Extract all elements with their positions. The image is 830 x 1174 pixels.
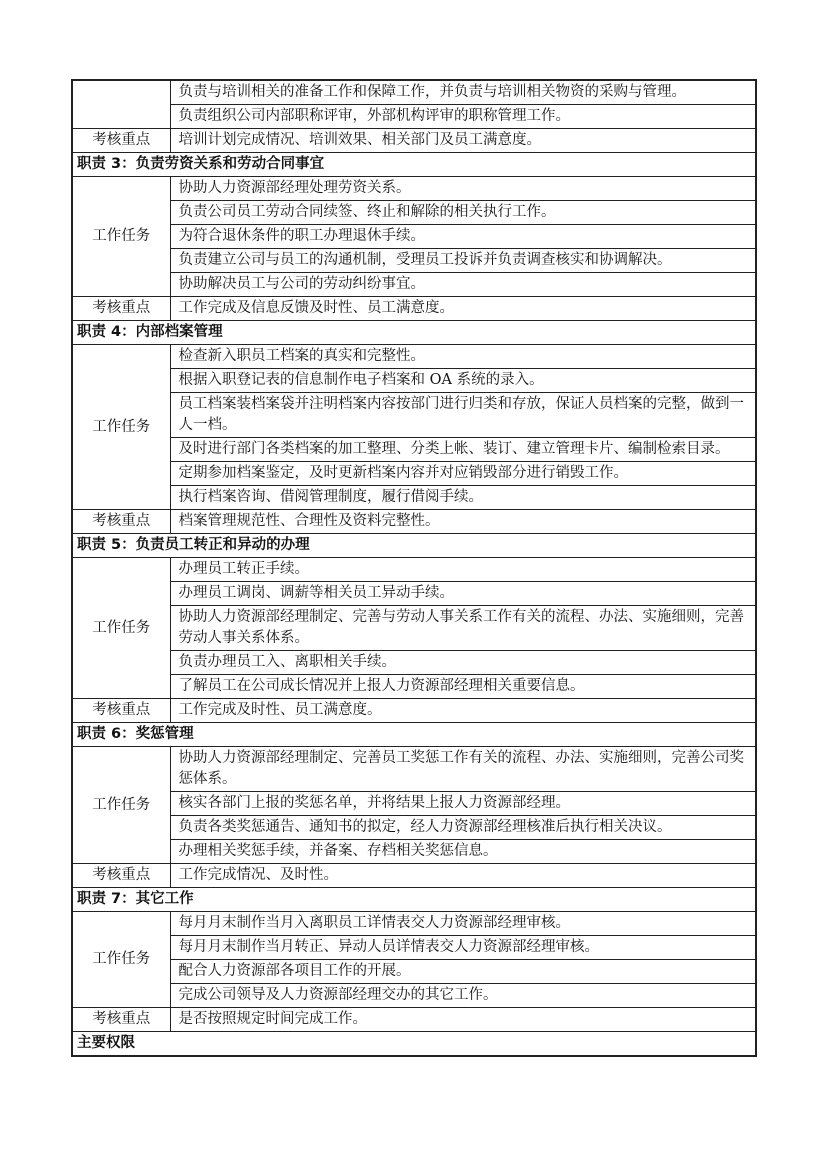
assessment-row xyxy=(72,864,756,888)
task-row xyxy=(72,105,756,129)
section-title: 主要权限 xyxy=(72,1032,756,1057)
task-row xyxy=(72,249,756,273)
task-text: 每月月末制作当月入离职员工详情表交人力资源部经理审核。 xyxy=(170,912,756,936)
task-text: 办理员工调岗、调薪等相关员工异动手续。 xyxy=(170,582,756,606)
task-row xyxy=(72,177,756,201)
task-row xyxy=(72,816,756,840)
task-text: 负责与培训相关的准备工作和保障工作，并负责与培训相关物资的采购与管理。 xyxy=(170,80,756,105)
task-row xyxy=(72,80,756,105)
assessment-label: 考核重点 xyxy=(72,297,170,321)
task-text: 负责建立公司与员工的沟通机制，受理员工投诉并负责调查核实和协调解决。 xyxy=(170,249,756,273)
task-text: 办理员工转正手续。 xyxy=(170,558,756,582)
assessment-text: 工作完成及信息反馈及时性、员工满意度。 xyxy=(170,297,756,321)
assessment-text: 培训计划完成情况、培训效果、相关部门及员工满意度。 xyxy=(170,129,756,153)
assessment-label: 考核重点 xyxy=(72,864,170,888)
section-title: 职责 4：内部档案管理 xyxy=(72,321,756,345)
task-row xyxy=(72,936,756,960)
assessment-row xyxy=(72,510,756,534)
responsibility-table xyxy=(71,79,757,1057)
assessment-label: 考核重点 xyxy=(72,510,170,534)
assessment-label: 考核重点 xyxy=(72,699,170,723)
task-text: 负责各类奖惩通告、通知书的拟定，经人力资源部经理核准后执行相关决议。 xyxy=(170,816,756,840)
task-text: 负责办理员工入、离职相关手续。 xyxy=(170,651,756,675)
task-text: 协助人力资源部经理制定、完善员工奖惩工作有关的流程、办法、实施细则，完善公司奖惩体系。 xyxy=(170,747,756,792)
task-row xyxy=(72,225,756,249)
task-row xyxy=(72,606,756,651)
task-text: 员工档案装档案袋并注明档案内容按部门进行归类和存放，保证人员档案的完整，做到一人一档。 xyxy=(170,393,756,438)
assessment-row xyxy=(72,1008,756,1032)
task-text: 定期参加档案鉴定，及时更新档案内容并对应销毁部分进行销毁工作。 xyxy=(170,462,756,486)
document-page xyxy=(71,79,757,1057)
task-text: 完成公司领导及人力资源部经理交办的其它工作。 xyxy=(170,984,756,1008)
task-text: 配合人力资源部各项目工作的开展。 xyxy=(170,960,756,984)
task-row xyxy=(72,960,756,984)
section-title: 职责 5：负责员工转正和异动的办理 xyxy=(72,534,756,558)
task-label xyxy=(72,80,170,129)
assessment-text: 是否按照规定时间完成工作。 xyxy=(170,1008,756,1032)
assessment-row xyxy=(72,297,756,321)
task-row xyxy=(72,558,756,582)
task-row xyxy=(72,984,756,1008)
task-text: 了解员工在公司成长情况并上报人力资源部经理相关重要信息。 xyxy=(170,675,756,699)
assessment-label: 考核重点 xyxy=(72,1008,170,1032)
task-label: 工作任务 xyxy=(72,177,170,297)
section-title: 职责 3：负责劳资关系和劳动合同事宜 xyxy=(72,153,756,177)
task-text: 核实各部门上报的奖惩名单，并将结果上报人力资源部经理。 xyxy=(170,792,756,816)
task-label: 工作任务 xyxy=(72,747,170,864)
section-header-row xyxy=(72,153,756,177)
section-title: 职责 6：奖惩管理 xyxy=(72,723,756,747)
task-text: 负责公司员工劳动合同续签、终止和解除的相关执行工作。 xyxy=(170,201,756,225)
task-text: 协助解决员工与公司的劳动纠纷事宜。 xyxy=(170,273,756,297)
task-row xyxy=(72,675,756,699)
section-header-row xyxy=(72,723,756,747)
task-row xyxy=(72,792,756,816)
task-row xyxy=(72,651,756,675)
assessment-text: 工作完成情况、及时性。 xyxy=(170,864,756,888)
task-label: 工作任务 xyxy=(72,912,170,1008)
section-header-row xyxy=(72,888,756,912)
task-row xyxy=(72,582,756,606)
assessment-text: 档案管理规范性、合理性及资料完整性。 xyxy=(170,510,756,534)
task-row xyxy=(72,345,756,369)
task-row xyxy=(72,912,756,936)
task-label: 工作任务 xyxy=(72,345,170,510)
assessment-text: 工作完成及时性、员工满意度。 xyxy=(170,699,756,723)
task-row xyxy=(72,747,756,792)
task-text: 办理相关奖惩手续，并备案、存档相关奖惩信息。 xyxy=(170,840,756,864)
task-text: 及时进行部门各类档案的加工整理、分类上帐、装订、建立管理卡片、编制检索目录。 xyxy=(170,438,756,462)
assessment-row xyxy=(72,129,756,153)
section-header-row xyxy=(72,534,756,558)
task-row xyxy=(72,840,756,864)
task-row xyxy=(72,462,756,486)
task-row xyxy=(72,486,756,510)
section-header-row xyxy=(72,321,756,345)
task-text: 协助人力资源部经理处理劳资关系。 xyxy=(170,177,756,201)
task-text: 检查新入职员工档案的真实和完整性。 xyxy=(170,345,756,369)
task-text: 负责组织公司内部职称评审，外部机构评审的职称管理工作。 xyxy=(170,105,756,129)
task-row xyxy=(72,201,756,225)
assessment-label: 考核重点 xyxy=(72,129,170,153)
task-text: 为符合退休条件的职工办理退休手续。 xyxy=(170,225,756,249)
section-title: 职责 7：其它工作 xyxy=(72,888,756,912)
task-text: 每月月末制作当月转正、异动人员详情表交人力资源部经理审核。 xyxy=(170,936,756,960)
task-text: 协助人力资源部经理制定、完善与劳动人事关系工作有关的流程、办法、实施细则，完善劳动人事关系体系。 xyxy=(170,606,756,651)
task-row xyxy=(72,438,756,462)
task-text: 根据入职登记表的信息制作电子档案和 OA 系统的录入。 xyxy=(170,369,756,393)
assessment-row xyxy=(72,699,756,723)
section-header-row xyxy=(72,1032,756,1057)
task-text: 执行档案咨询、借阅管理制度，履行借阅手续。 xyxy=(170,486,756,510)
task-row xyxy=(72,369,756,393)
task-row xyxy=(72,273,756,297)
task-label: 工作任务 xyxy=(72,558,170,699)
task-row xyxy=(72,393,756,438)
